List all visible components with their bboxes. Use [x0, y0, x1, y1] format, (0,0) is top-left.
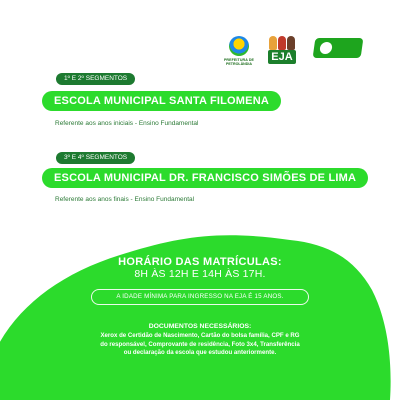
- school-name-1: ESCOLA MUNICIPAL SANTA FILOMENA: [42, 91, 281, 111]
- segment-tag-1: 1º E 2º SEGMENTOS: [56, 73, 135, 85]
- prefeitura-logo-line2: PETROLÂNDIA: [226, 62, 252, 66]
- seduc-mark-icon: [313, 38, 364, 58]
- documents-title: DOCUMENTOS NECESSÁRIOS:: [148, 323, 252, 330]
- minimum-age-note: A IDADE MÍNIMA PARA INGRESSO NA EJA É 15 ANOS.: [91, 289, 309, 305]
- schedule-title: HORÁRIO DAS MATRÍCULAS:: [118, 256, 282, 268]
- eja-logo: [266, 36, 298, 70]
- segment-tag-2: 3º E 4º SEGMENTOS: [56, 152, 135, 164]
- prefeitura-logo-line1: PREFEITURA DE: [223, 58, 255, 62]
- reference-text-2: Referente aos anos finais - Ensino Fundamental: [55, 196, 195, 203]
- seduc-logo: [312, 38, 364, 72]
- eja-logo-label: EJA: [268, 50, 296, 64]
- schedule-hours: 8H ÀS 12H E 14H ÀS 17H.: [134, 268, 266, 280]
- school-name-2: ESCOLA MUNICIPAL DR. FRANCISCO SIMÕES DE LIMA: [42, 168, 368, 188]
- prefeitura-emblem-icon: [229, 36, 249, 56]
- documents-list: Xerox de Certidão de Nascimento, Cartão do bolsa família, CPF e RG do responsável, Comprovante de residência, Foto 3x4, Transferência ou declaração da escola que estudou anteriormente.: [100, 332, 300, 357]
- reference-text-1: Referente aos anos iniciais - Ensino Fundamental: [55, 120, 199, 127]
- prefeitura-logo: [220, 36, 258, 76]
